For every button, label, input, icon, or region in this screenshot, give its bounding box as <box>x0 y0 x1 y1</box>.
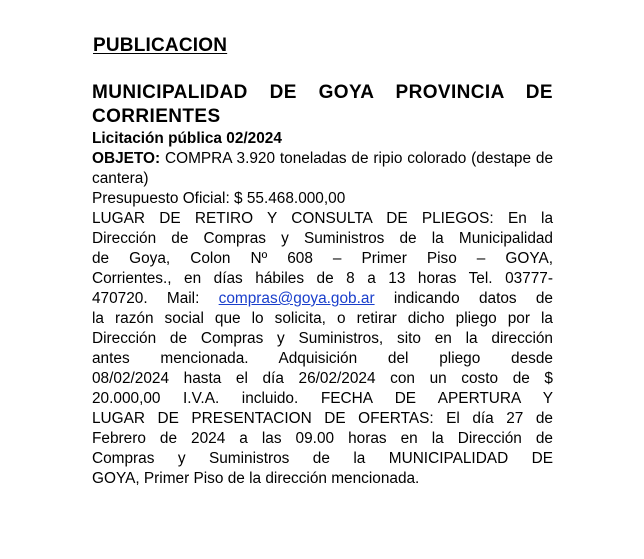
notice-title: MUNICIPALIDAD DE GOYA PROVINCIA DE CORRIENTES <box>92 82 553 127</box>
budget-line: Presupuesto Oficial: $ 55.468.000,00 <box>92 190 346 207</box>
body-line: 20.000,00 I.V.A. incluido. FECHA DE APERTURA Y <box>92 390 553 407</box>
publication-heading: PUBLICACION <box>93 35 228 56</box>
email-line <box>92 289 553 309</box>
body-line: LUGAR DE RETIRO Y CONSULTA DE PLIEGOS: En la <box>92 210 553 227</box>
body-line: Corrientes., en días hábiles de 8 a 13 horas Tel. 03777- <box>92 270 553 287</box>
object-line <box>92 149 553 189</box>
email-link[interactable]: compras@goya.gob.ar <box>218 290 375 307</box>
notice-body <box>92 81 553 489</box>
body-line: Dirección de Compras y Suministros de la Municipalidad <box>92 230 553 247</box>
body-line: de Goya, Colon Nº 608 – Primer Piso – GOYA, <box>92 250 553 267</box>
object-text: COMPRA 3.920 toneladas de ripio colorado (destape de cantera) <box>92 150 554 187</box>
last-line: GOYA, Primer Piso de la dirección mencionada. <box>92 470 420 487</box>
body-line: Compras y Suministros de la MUNICIPALIDAD DE <box>92 450 553 467</box>
body-line: la razón social que lo solicita, o retirar dicho pliego por la <box>92 310 553 327</box>
phone-end: 470720. Mail: <box>92 290 219 307</box>
after-email-text: indicando datos de <box>374 290 553 307</box>
tender-number: Licitación pública 02/2024 <box>92 130 282 147</box>
body-line: Dirección de Compras y Suministros, sito en la dirección <box>92 330 553 347</box>
body-line: LUGAR DE PRESENTACION DE OFERTAS: El día 27 de <box>92 410 553 427</box>
notice-paragraph <box>92 129 553 489</box>
body-line: antes mencionada. Adquisición del pliego desde <box>92 350 553 367</box>
object-label: OBJETO: <box>92 150 161 167</box>
body-line: 08/02/2024 hasta el día 26/02/2024 con un costo de $ <box>92 370 553 387</box>
body-line: Febrero de 2024 a las 09.00 horas en la Dirección de <box>92 430 553 447</box>
